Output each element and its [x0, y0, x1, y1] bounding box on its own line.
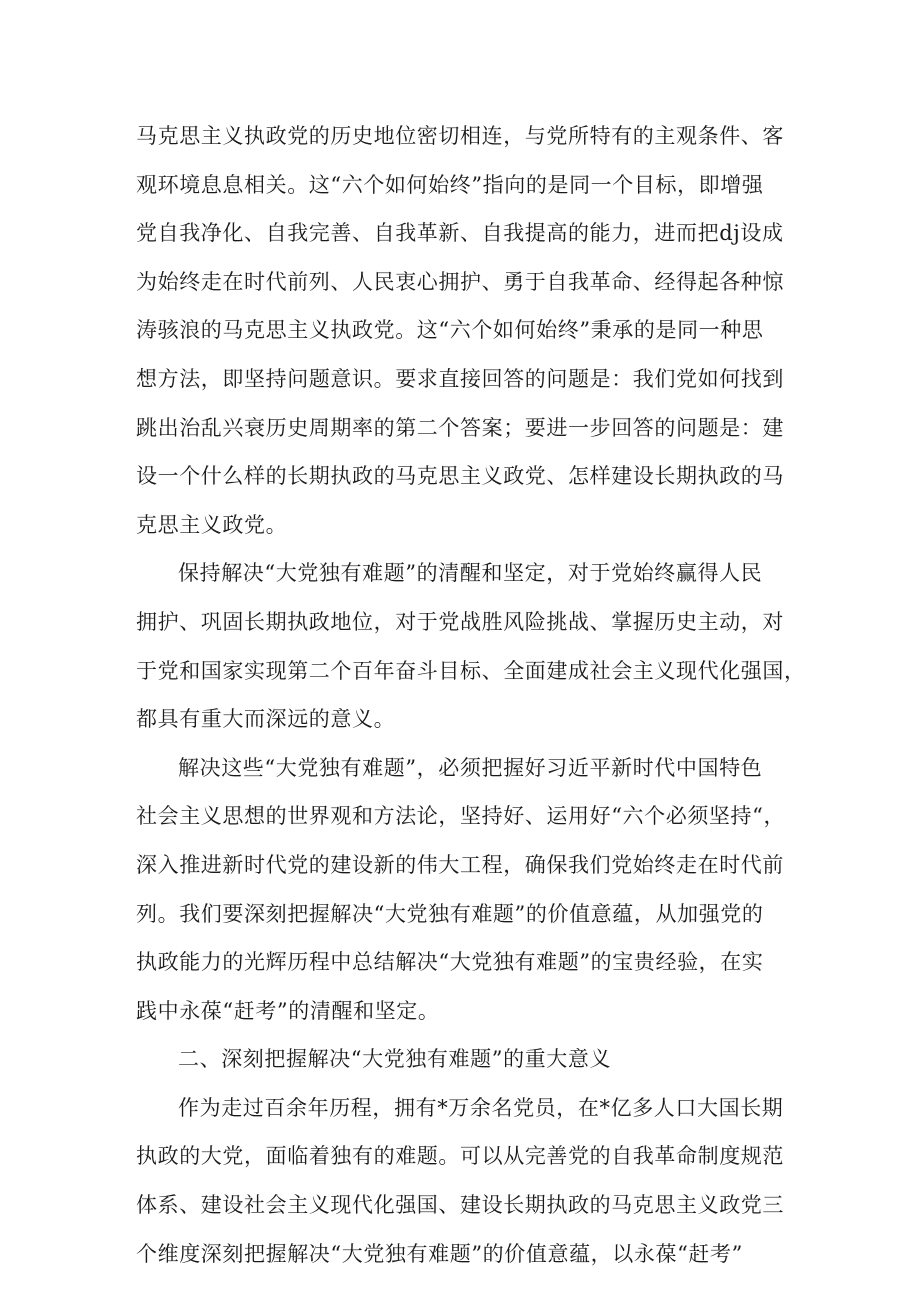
- text-line: 执政的大党，面临着独有的难题。可以从完善党的自我革命制度规范: [136, 1144, 784, 1169]
- text-line: 想方法，即坚持问题意识。要求直接回答的问题是：我们党如何找到: [136, 366, 784, 391]
- document-body: [136, 112, 806, 1278]
- text-line: 党自我净化、自我完善、自我革新、自我提高的能力，进而把dj设成: [136, 221, 784, 246]
- paragraph: [136, 1084, 796, 1278]
- text-line: 执政能力的光辉历程中总结解决“大党独有难题”的宝贵经验，在实: [136, 950, 764, 975]
- text-line: 二、深刻把握解决“大党独有难题”的重大意义: [178, 1047, 612, 1072]
- text-line: 涛骇浪的马克思主义执政党。这“六个如何始终”秉承的是同一种思: [136, 318, 764, 343]
- text-line: 拥护、巩固长期执政地位，对于党战胜风险挑战、掌握历史主动，对: [136, 609, 784, 634]
- text-line: 设一个什么样的长期执政的马克思主义政党、怎样建设长期执政的马: [136, 464, 784, 489]
- text-line: 体系、建设社会主义现代化强国、建设长期执政的马克思主义政党三: [136, 1193, 784, 1218]
- text-line: 践中永葆“赶考”的清醒和坚定。: [136, 998, 440, 1023]
- text-line: 个维度深刻把握解决“大党独有难题”的价值意蕴，以永葆“赶考”: [136, 1241, 743, 1266]
- text-line: 于党和国家实现第二个百年奋斗目标、全面建成社会主义现代化强国，: [136, 658, 806, 683]
- text-line: 列。我们要深刻把握解决“大党独有难题”的价值意蕴，从加强党的: [136, 901, 764, 926]
- text-line: 克思主义政党。: [136, 512, 288, 537]
- text-line: 都具有重大而深远的意义。: [136, 707, 396, 732]
- paragraph: [136, 744, 796, 1036]
- section-heading: [136, 1035, 796, 1084]
- text-line: 保持解决“大党独有难题”的清醒和坚定，对于党始终赢得人民: [178, 561, 763, 586]
- paragraph: [136, 112, 796, 549]
- text-line: 作为走过百余年历程，拥有*万余名党员，在*亿多人口大国长期: [178, 1095, 784, 1120]
- text-line: 解决这些“大党独有难题”，必须把握好习近平新时代中国特色: [178, 755, 763, 780]
- text-line: 观环境息息相关。这“六个如何始终”指向的是同一个目标，即增强: [136, 172, 764, 197]
- text-line: 马克思主义执政党的历史地位密切相连，与党所特有的主观条件、客: [136, 124, 784, 148]
- text-line: 为始终走在时代前列、人民衷心拥护、勇于自我革命、经得起各种惊: [136, 269, 784, 294]
- paragraph: [136, 549, 806, 743]
- text-line: 深入推进新时代党的建设新的伟大工程，确保我们党始终走在时代前: [136, 852, 784, 877]
- text-line: 跳出治乱兴衰历史周期率的第二个答案；要进一步回答的问题是：建: [136, 415, 784, 440]
- text-line: 社会主义思想的世界观和方法论，坚持好、运用好“六个必须坚持“，: [136, 804, 786, 829]
